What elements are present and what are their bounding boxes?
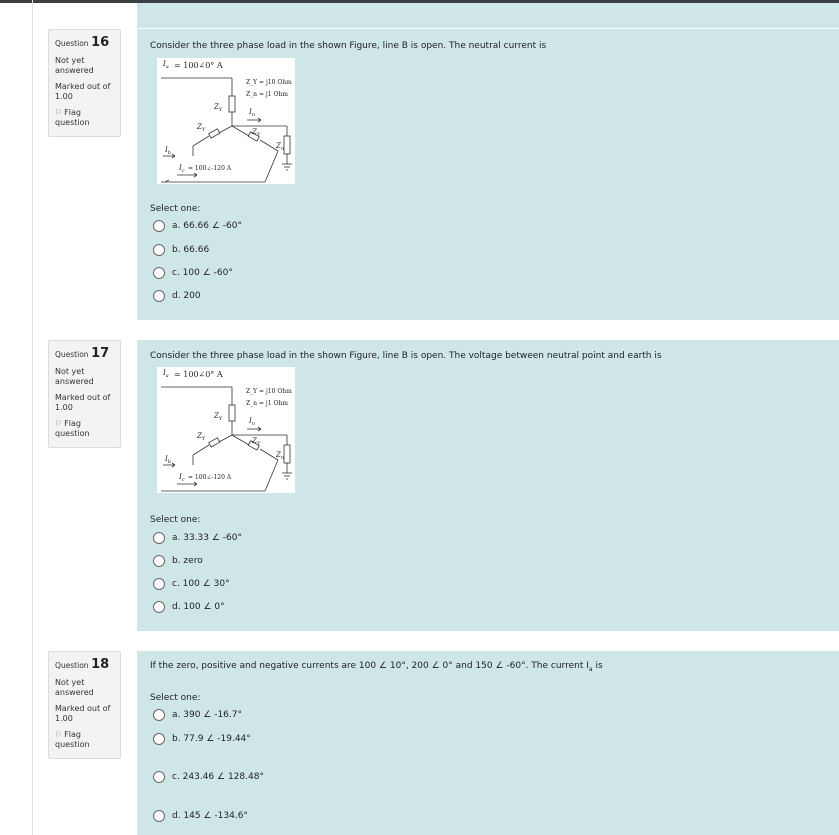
question-grade: Marked out of 1.00 — [55, 393, 111, 413]
svg-text:Ib: $I_b$ — [165, 146, 171, 156]
option-label: b. 66.66 — [172, 245, 210, 255]
svg-text:ZY: $Z_Y$ — [214, 412, 223, 422]
answer-option-b[interactable] — [153, 244, 209, 256]
radio-button[interactable] — [153, 290, 165, 302]
answer-option-c[interactable] — [153, 771, 264, 783]
radio-button[interactable] — [153, 578, 165, 590]
answer-option-b[interactable] — [153, 733, 251, 745]
circuit-diagram — [157, 367, 295, 493]
figure-zy-impedance: Z_Y = j10 Ohm — [246, 388, 292, 395]
svg-text:Zn: $Z_n$ — [276, 451, 285, 461]
option-label: c. 243.46 ∠ 128.48° — [172, 772, 264, 782]
answer-option-d[interactable] — [153, 601, 225, 613]
svg-text:Ic: $I_c$ — [179, 473, 185, 483]
option-label: a. 390 ∠ -16.7° — [172, 710, 242, 720]
question-number-line — [55, 657, 114, 673]
option-label: d. 145 ∠ -134.6° — [172, 811, 248, 821]
svg-text:In: $I_n$ — [249, 108, 255, 118]
radio-button[interactable] — [153, 555, 165, 567]
question-text: Consider the three phase load in the shown Figure, line B is open. The neutral current is — [150, 41, 547, 51]
answer-option-a[interactable] — [153, 709, 242, 721]
select-one-label: Select one: — [150, 515, 201, 525]
radio-button[interactable] — [153, 601, 165, 613]
question-text — [150, 661, 603, 673]
flag-icon: ⚐ — [55, 730, 63, 740]
question-info-17 — [48, 340, 121, 448]
circuit-diagram — [157, 58, 295, 184]
question-word: Question — [55, 39, 89, 48]
question-text-end: is — [592, 661, 603, 671]
option-label: b. zero — [172, 556, 203, 566]
answer-option-a[interactable] — [153, 532, 242, 544]
answer-option-d[interactable] — [153, 290, 201, 302]
flag-label: Flag question — [55, 730, 90, 750]
option-label: b. 77.9 ∠ -19.44° — [172, 734, 251, 744]
flag-question-link[interactable] — [55, 108, 114, 128]
question-content-17 — [137, 340, 839, 631]
question-content-18 — [137, 651, 839, 835]
figure-ic-label: = 100∠-120 A — [188, 165, 232, 172]
flag-question-link[interactable] — [55, 730, 114, 750]
svg-text:Ia: $I_a$ — [163, 60, 169, 70]
question-word: Question — [55, 661, 89, 670]
previous-question-content — [137, 3, 839, 28]
option-label: c. 100 ∠ -60° — [172, 268, 233, 278]
figure-ic-label: = 100∠-120 A — [188, 474, 232, 481]
option-label: c. 100 ∠ 30° — [172, 579, 230, 589]
svg-text:ZY: $Z_Y$ — [252, 437, 261, 447]
question-number: 16 — [91, 35, 110, 50]
question-number: 17 — [91, 346, 110, 361]
figure-ia-label: = 100∠0° A — [174, 61, 223, 70]
question-number-line — [55, 346, 114, 362]
circuit-figure — [157, 58, 295, 184]
question-info-18 — [48, 651, 121, 759]
figure-zy-impedance: Z_Y = j10 Ohm — [246, 79, 292, 86]
option-label: d. 200 — [172, 291, 201, 301]
select-one-label: Select one: — [150, 693, 201, 703]
option-label: a. 33.33 ∠ -60° — [172, 533, 242, 543]
radio-button[interactable] — [153, 709, 165, 721]
flag-label: Flag question — [55, 419, 90, 439]
flag-icon: ⚐ — [55, 108, 63, 118]
svg-text:ZY: $Z_Y$ — [197, 123, 206, 133]
flag-label: Flag question — [55, 108, 90, 128]
circuit-figure — [157, 367, 295, 493]
flag-icon: ⚐ — [55, 419, 63, 429]
figure-zn-impedance: Z_n = j1 Ohm — [246, 400, 288, 407]
select-one-label: Select one: — [150, 204, 201, 214]
radio-button[interactable] — [153, 244, 165, 256]
question-grade: Marked out of 1.00 — [55, 704, 111, 724]
question-info-16 — [48, 29, 121, 137]
question-state: Not yet answered — [55, 56, 94, 76]
svg-text:ZY: $Z_Y$ — [214, 103, 223, 113]
question-grade: Marked out of 1.00 — [55, 82, 111, 102]
svg-text:ZY: $Z_Y$ — [252, 128, 261, 138]
radio-button[interactable] — [153, 733, 165, 745]
answer-option-b[interactable] — [153, 555, 203, 567]
question-state: Not yet answered — [55, 367, 94, 387]
svg-text:Ib: $I_b$ — [165, 455, 171, 465]
svg-text:Ia: $I_a$ — [163, 369, 169, 379]
question-text-main: If the zero, positive and negative currents are 100 ∠ 10°, 200 ∠ 0° and 150 ∠ -60°. The current I — [150, 661, 589, 671]
answer-option-d[interactable] — [153, 810, 248, 822]
question-number: 18 — [91, 657, 110, 672]
question-state: Not yet answered — [55, 678, 94, 698]
question-content-16 — [137, 29, 839, 320]
svg-text:In: $I_n$ — [249, 417, 255, 427]
svg-text:Ic: $I_c$ — [179, 164, 185, 174]
svg-text:Zn: $Z_n$ — [276, 142, 285, 152]
answer-option-c[interactable] — [153, 578, 230, 590]
svg-text:ZY: $Z_Y$ — [197, 432, 206, 442]
option-label: a. 66.66 ∠ -60° — [172, 221, 242, 231]
answer-option-a[interactable] — [153, 220, 242, 232]
radio-button[interactable] — [153, 532, 165, 544]
radio-button[interactable] — [153, 220, 165, 232]
question-text-subscript: a — [588, 665, 593, 673]
figure-ia-label: = 100∠0° A — [174, 370, 223, 379]
radio-button[interactable] — [153, 771, 165, 783]
radio-button[interactable] — [153, 810, 165, 822]
flag-question-link[interactable] — [55, 419, 114, 439]
question-text: Consider the three phase load in the shown Figure, line B is open. The voltage between neutral point and earth is — [150, 351, 662, 361]
question-word: Question — [55, 350, 89, 359]
answer-option-c[interactable] — [153, 267, 233, 279]
figure-zn-impedance: Z_n = j1 Ohm — [246, 91, 288, 98]
radio-button[interactable] — [153, 267, 165, 279]
question-number-line — [55, 35, 114, 51]
left-divider — [32, 0, 33, 835]
option-label: d. 100 ∠ 0° — [172, 602, 225, 612]
